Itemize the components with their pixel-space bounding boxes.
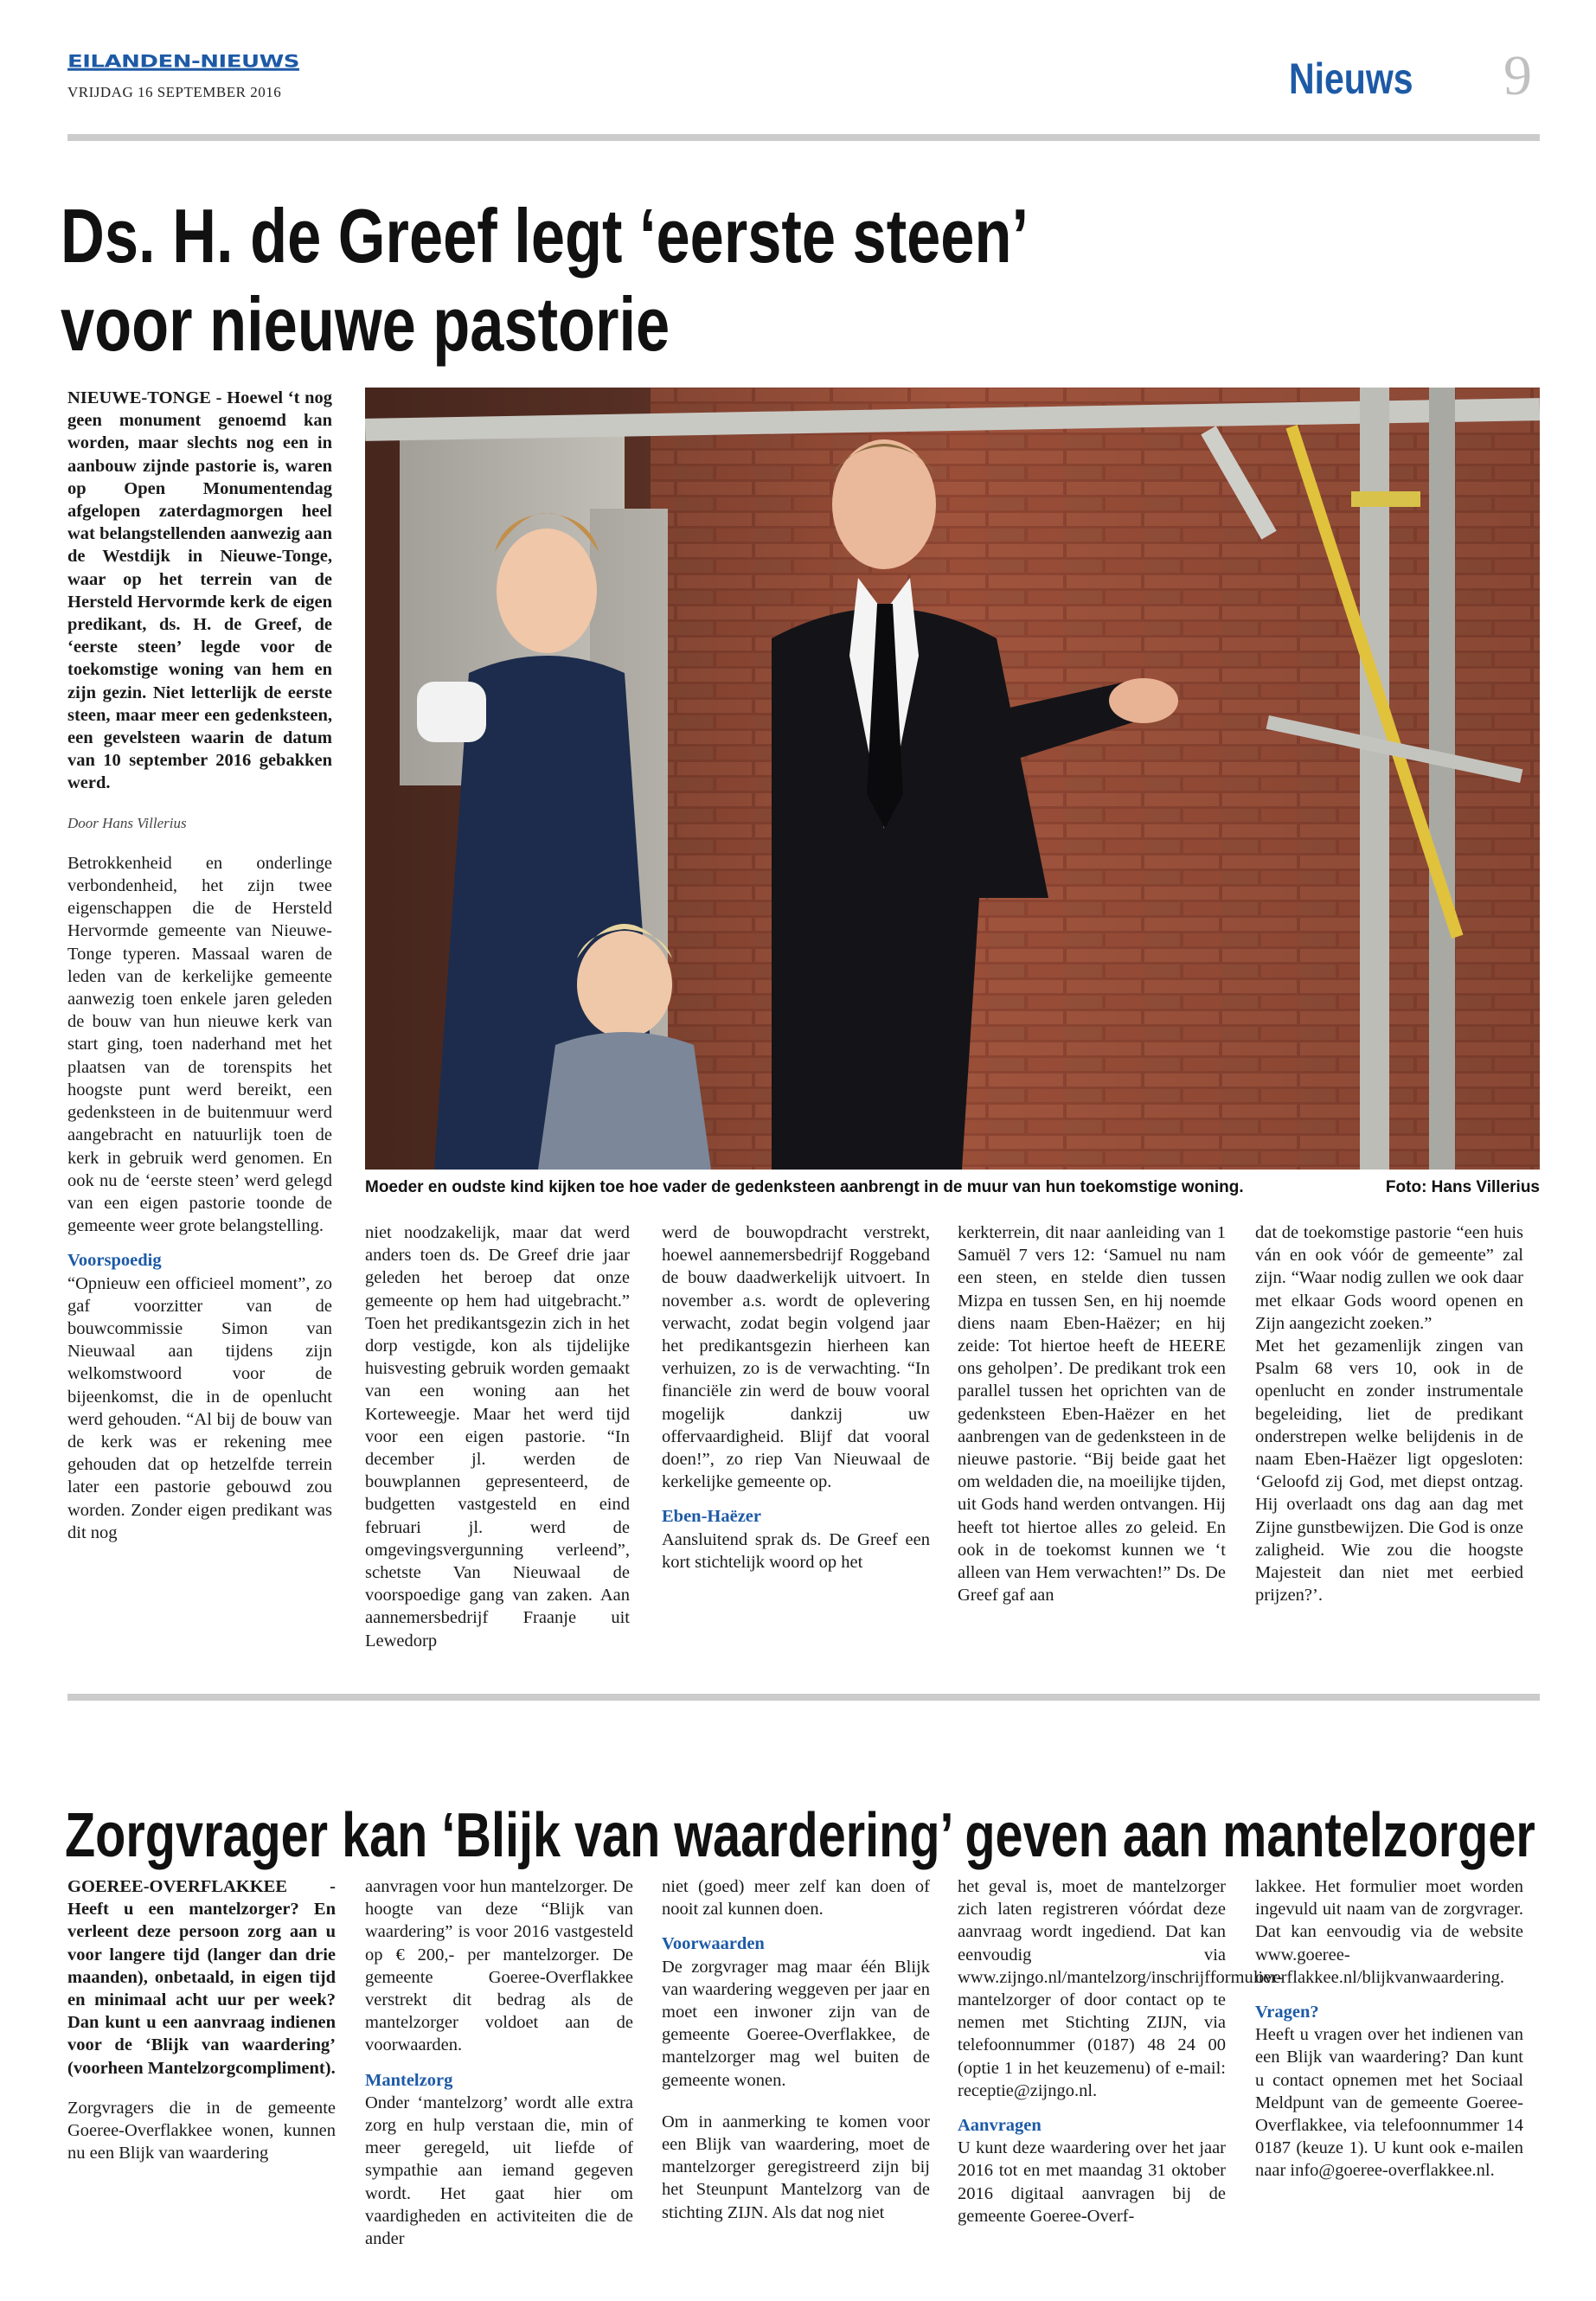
article1-paragraph: dat de toekomstige pastorie “een huis ván en ook vóór de gemeente” zal zijn. “Waar nodig zullen we ook daar met elkaar Gods woord openen en Zijn aangezicht zoeken.” (1255, 1223, 1523, 1333)
subhead-aanvragen: Aanvragen (958, 2116, 1042, 2136)
article1-paragraph: Aansluitend sprak ds. De Greef een kort stichtelijk woord op het (662, 1529, 930, 1572)
article1-paragraph: kerkterrein, dit naar aanleiding van 1 Samuël 7 vers 12: ‘Samuel nu nam een steen, en stelde dien tussen Mizpa en tussen Sen, en hij noemde diens naam Eben-Haëzer; en hij zeide: Tot hiertoe heeft de HEERE ons geholpen’. De predikant trok een parallel tussen het oprichten van de gedenksteen Eben-Haëzer en het aanbrengen van de gedenksteen in de nieuwe pastorie. “Bij beide gaat het om weldaden die, na moeilijke tijden, uit Gods hand werden ontvangen. Hij heeft tot hiertoe alles zo geleid. En ook in de toekomst kunnen we ‘t alleen van Hem verwachten!” Ds. De Greef gaf aan (958, 1223, 1226, 1606)
section-label: Nieuws (1289, 54, 1413, 103)
subhead-voorspoedig: Voorspoedig (67, 1251, 162, 1271)
photo-credit: Foto: Hans Villerius (1385, 1178, 1540, 1196)
subhead-vragen: Vragen? (1255, 2003, 1319, 2022)
article1-col-4 (958, 1221, 1226, 1606)
page-number: 9 (1503, 44, 1532, 107)
article2-paragraph: Om in aanmerking te komen voor een Blijk van waardering, moet de mantelzorger geregistreerd zijn bij het Steunpunt Mantelzorg van de stichting ZIJN. Als dat nog niet (662, 2112, 930, 2222)
subhead-eben-haezer: Eben-Haëzer (662, 1507, 761, 1527)
article1-headline (61, 192, 1029, 369)
article1-col-5 (1255, 1221, 1523, 1606)
article2-col-2 (365, 1875, 633, 2250)
article1-col-2 (365, 1221, 630, 1652)
masthead-logo: EILANDEN-NIEUWS (67, 52, 299, 72)
headline-line-1: Ds. H. de Greef legt ‘eerste steen’ (61, 193, 1029, 279)
article2-paragraph: De zorgvrager mag maar één Blijk van waardering weggeven per jaar en moet een inwoner zijn van de gemeente Goeree-Overflakkee, de mantelzorger mag wel buiten de gemeente wonen. (662, 1957, 930, 2090)
article2-col-1 (67, 1875, 336, 2164)
article1-lead: NIEUWE-TONGE - Hoewel ‘t nog geen monument genoemd kan worden, maar slechts nog een in aanbouw zijnde pastorie is, waren op Open Monumentendag afgelopen zaterdagmorgen heel wat belangstellenden aanwezig aan de Westdijk in Nieuwe-Tonge, waar op het terrein van de Hersteld Hervormde kerk de eigen predikant, ds. H. de Greef, de ‘eerste steen’ legde voor de toekomstige woning van hem en zijn gezin. Niet letterlijk de eerste steen, maar meer een gedenksteen, een gevelsteen waarin de datum van 10 september 2016 gebakken werd. (67, 388, 332, 793)
header-rule (67, 134, 1540, 141)
article1-paragraph: werd de bouwopdracht verstrekt, hoewel aannemersbedrijf Roggeband de bouw daadwerkelijk uitvoert. In november a.s. wordt de oplevering verwacht, zodat begin volgend jaar het predikantsgezin hierheen kan verhuizen, zo is de verwachting. “In financiële zin werd de bouw vooral mogelijk dankzij uw offervaardigheid. Blijf dat vooral doen!”, zo riep Van Nieuwaal de kerkelijke gemeente op. (662, 1223, 930, 1492)
article2-headline: Zorgvrager kan ‘Blijk van waardering’ geven aan mantelzorger (65, 1801, 1535, 1870)
headline-line-2: voor nieuwe pastorie (61, 281, 670, 367)
article2-paragraph: lakkee. Het formulier moet worden ingevuld uit naam van de zorgvrager. Dat kan eenvoudig via de website www.goeree-overflakkee.nl/blijkvanwaardering. (1255, 1877, 1523, 1987)
issue-date: VRIJDAG 16 SEPTEMBER 2016 (67, 84, 282, 100)
article1-paragraph: niet noodzakelijk, maar dat werd anders toen ds. De Greef drie jaar geleden het beroep dat onze gemeente op hem had uitgebracht.” Toen het predikantsgezin zich in het dorp vestigde, kon als tijdelijke huisvesting gebruik worden gemaakt van een woning aan het Korteweegje. Maar het werd tijd voor een eigen pastorie. “In december jl. werden de bouwplannen gepresenteerd, de budgetten vastgesteld en eind februari jl. werd de omgevingsvergunning verleend”, schetste Van Nieuwaal de voorspoedige gang van zaken. Aan aannemersbedrijf Fraanje uit Lewedorp (365, 1223, 630, 1650)
article2-paragraph: het geval is, moet de mantelzorger zich laten registreren vóórdat deze aanvraag wordt ingediend. Dat kan eenvoudig via www.zijngo.nl/mantelzorg/inschrijfformulier-mantelzorger of door contact op te nemen met Stichting ZIJN, via telefoonnummer (0187) 48 24 00 (optie 1 in het keuzemenu) of e-mail: receptie@zijngo.nl. (958, 1877, 1283, 2100)
article2-paragraph: Heeft u vragen over het indienen van een Blijk van waardering? Dan kunt u contact opnemen met het Sociaal Meldpunt van de gemeente Goeree-Overflakkee, via telefoonnummer 14 0187 (keuze 1). U kunt ook e-mailen naar info@goeree-overflakkee.nl. (1255, 2025, 1523, 2181)
photo-illustration (365, 388, 1540, 1170)
article2-paragraph: aanvragen voor hun mantelzorger. De hoogte van deze “Blijk van waardering” is voor 2016 vastgesteld op € 200,- per mantelzorger. De gemeente Goeree-Overflakkee verstrekt dit bedrag als de mantelzorger voldoet aan de voorwaarden. (365, 1877, 633, 2055)
caption-text: Moeder en oudste kind kijken toe hoe vader de gedenksteen aanbrengt in de muur van hun toekomstige woning. (365, 1178, 1244, 1196)
article1-byline: Door Hans Villerius (67, 814, 187, 831)
article2-paragraph: Onder ‘mantelzorg’ wordt alle extra zorg en hulp verstaan die, min of meer geregeld, uit liefde of sympathie aan iemand gegeven wordt. Het gaat hier om vaardigheden en activiteiten die de ander (365, 2093, 633, 2249)
article1-photo (365, 388, 1540, 1170)
article1-paragraph: Met het gezamenlijk zingen van Psalm 68 vers 10, ook in de openlucht en zonder instrumentale begeleiding, liet de predikant onderstrepen welke belijdenis in de naam Eben-Haëzer ligt opgesloten: ‘Geloofd zij God, met diepst ontzag. Hij overlaadt ons dag aan dag met Zijne gunstbewijzen. Die God is onze zaligheid. Wie zou die hoogste Majesteit dan niet met eerbied prijzen?’. (1255, 1336, 1523, 1606)
article2-paragraph: Zorgvragers die in de gemeente Goeree-Overflakkee wonen, kunnen nu een Blijk van waardering (67, 2098, 336, 2163)
article1-col-3 (662, 1221, 930, 1574)
article2-paragraph: niet (goed) meer zelf kan doen of nooit zal kunnen doen. (662, 1877, 930, 1920)
article2-col-4 (958, 1875, 1283, 2227)
article1-col-1 (67, 387, 332, 1544)
article-divider (67, 1694, 1540, 1701)
article2-paragraph: U kunt deze waardering over het jaar 2016 tot en met maandag 31 oktober 2016 digitaal aanvragen bij de gemeente Goeree-Overf- (958, 2138, 1226, 2226)
article2-col-3 (662, 1875, 930, 2224)
photo-caption (365, 1178, 1540, 1197)
article2-lead: GOEREE-OVERFLAKKEE - Heeft u een mantelzorger? En verleent deze persoon zorg aan u voor langere tijd (langer dan drie maanden), onbetaald, in eigen tijd en minimaal acht uur per week? Dan kunt u een aanvraag indienen voor de ‘Blijk van waardering’ (voorheen Mantelzorgcompliment). (67, 1877, 336, 2078)
article1-paragraph: Betrokkenheid en onderlinge verbondenheid, het zijn twee eigenschappen die de Hersteld Hervormde gemeente van Nieuwe-Tonge typeren. Massaal waren de leden van de kerkelijke gemeente aanwezig toen enkele jaren geleden de bouw van hun nieuwe kerk van start ging, toen naderhand met het plaatsen van de torenspits het hoogste punt werd bereikt, een gedenksteen in de buitenmuur werd aangebracht en natuurlijk toen de kerk in gebruik werd genomen. En ook nu de ‘eerste steen’ werd gelegd van een eigen pastorie toonde de gemeente weer grote belangstelling. (67, 853, 332, 1236)
subhead-mantelzorg: Mantelzorg (365, 2070, 453, 2090)
subhead-voorwaarden: Voorwaarden (662, 1934, 765, 1954)
article2-col-5 (1255, 1875, 1523, 2182)
article1-paragraph: “Opnieuw een officieel moment”, zo gaf voorzitter van de bouwcommissie Simon van Nieuwaal aan tijdens zijn welkomstwoord voor de bijeenkomst, die in de openlucht werd gehouden. “Al bij de bouw van de kerk was er rekening mee gehouden dat op hetzelfde terrein later een pastorie gebouwd zou worden. Zonder eigen predikant was dit nog (67, 1273, 332, 1542)
